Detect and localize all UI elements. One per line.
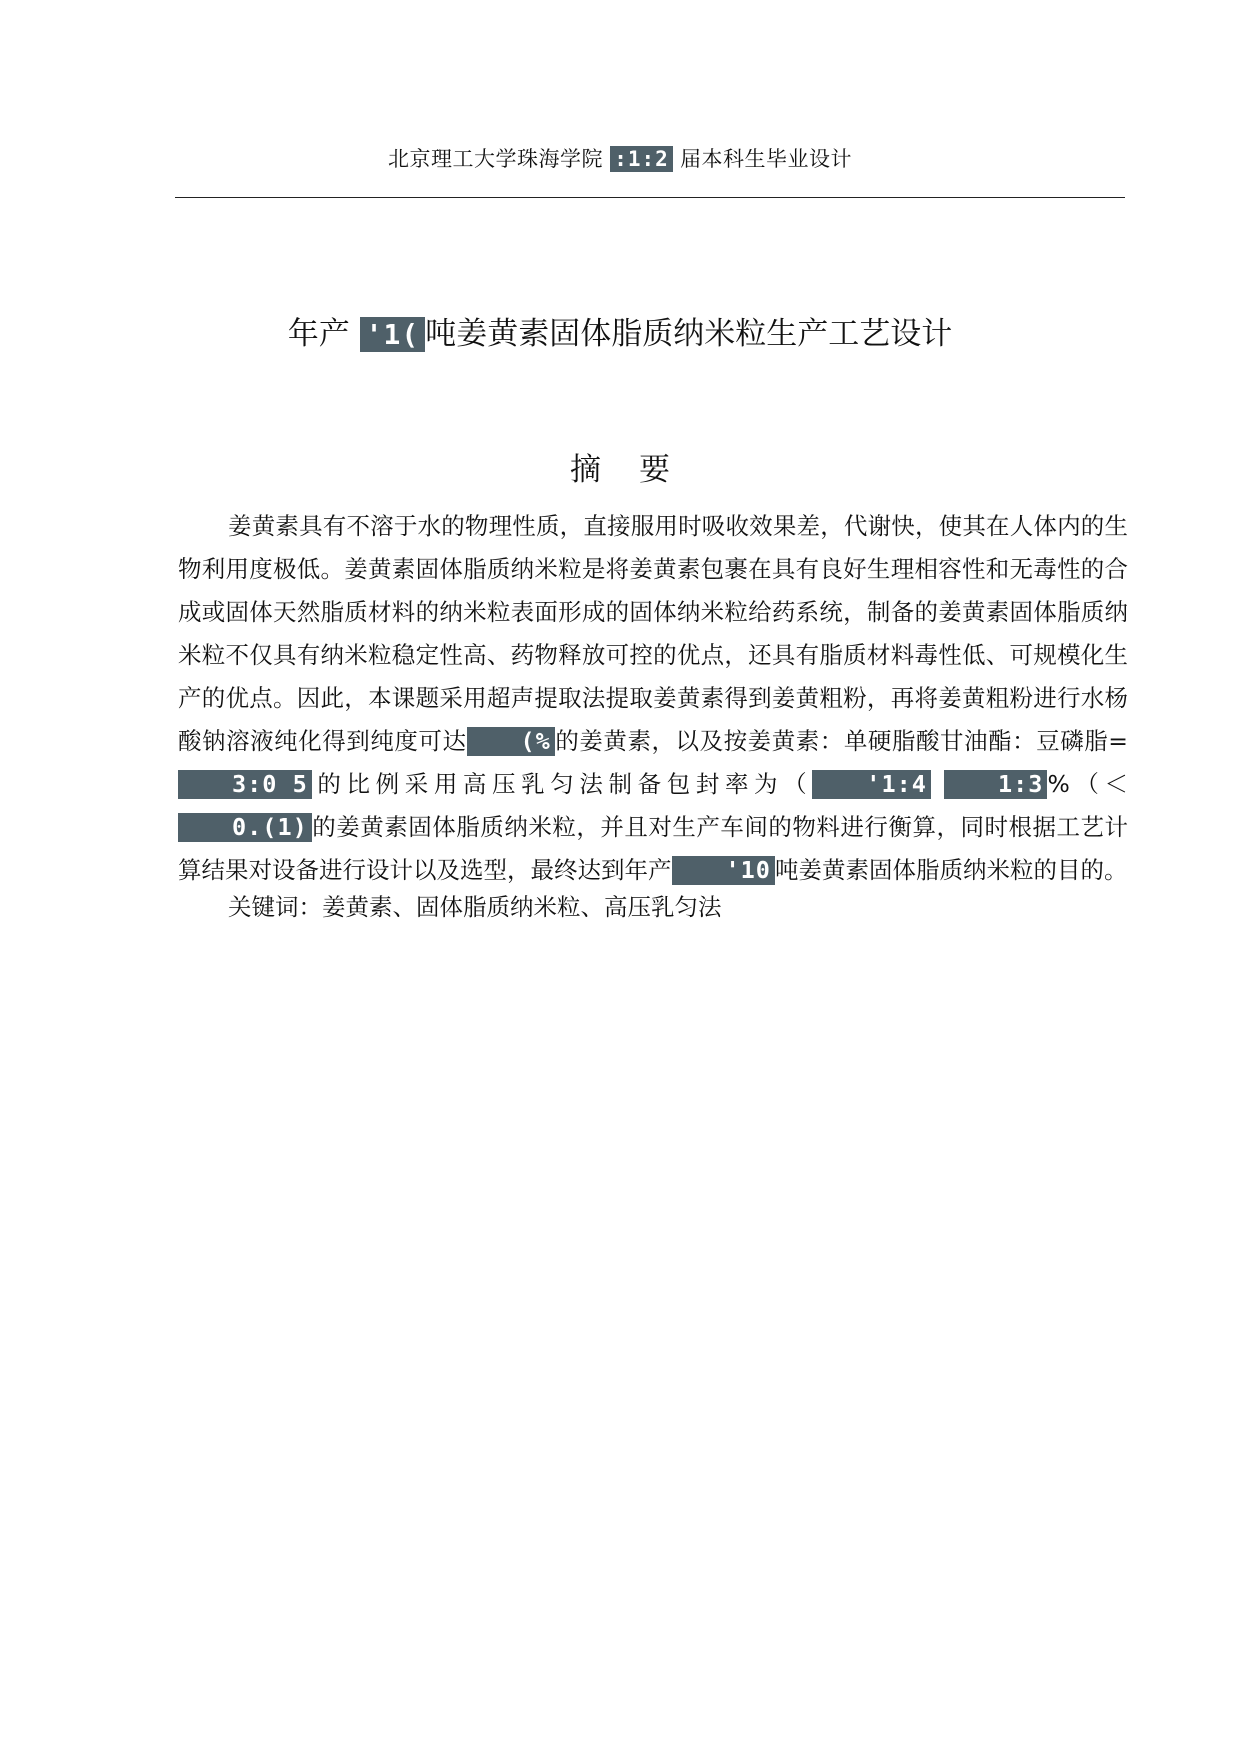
title-prefix: 年产 (287, 316, 350, 352)
redacted-purity: (% (467, 727, 555, 756)
header-suffix: 届本科生毕业设计 (679, 147, 852, 171)
redacted-rate-2: 1:3 (944, 770, 1047, 799)
abstract-text-2: 的姜黄素，以及按姜黄素：单硬脂酸甘油酯：豆磷脂= (554, 727, 1128, 755)
abstract-heading: 摘要 (570, 452, 708, 488)
keywords-line (228, 886, 722, 929)
abstract-paragraph (178, 505, 1128, 892)
running-header (0, 145, 1240, 173)
keywords-terms: 姜黄素、固体脂质纳米粒、高压乳匀法 (322, 893, 722, 921)
abstract-text-3: 的比例采用高压乳匀法制备包封率为（ (311, 770, 813, 798)
abstract-text-5: 的姜黄素固体脂质纳米粒，并且对生产车间的物料进行衡算，同时根据工艺计算结果对设备进行设计以及选型，最终达到年产 (178, 813, 1128, 884)
redacted-rate-1: '1:4 (812, 770, 931, 799)
header-rule (175, 197, 1125, 198)
abstract-text-4: %（＜ (1047, 770, 1128, 798)
redacted-ratio: 3:0 5 (178, 770, 312, 799)
abstract-text-1: 姜黄素具有不溶于水的物理性质，直接服用时吸收效果差，代谢快，使其在人体内的生物利用度极低。姜黄素固体脂质纳米粒是将姜黄素包裹在具有良好生理相容性和无毒性的合成或固体天然脂质材料的纳米粒表面形成的固体纳米粒给药系统，制备的姜黄素固体脂质纳米粒不仅具有纳米粒稳定性高、药物释放可控的优点，还具有脂质材料毒性低、可规模化生产的优点。因此，本课题采用超声提取法提取姜黄素得到姜黄粗粉，再将姜黄粗粉进行水杨酸钠溶液纯化得到纯度可达 (178, 512, 1128, 755)
redacted-p-value: 0.(1) (178, 813, 312, 842)
title-suffix: 吨姜黄素固体脂质纳米粒生产工艺设计 (425, 316, 953, 352)
keywords-label: 关键词： (228, 893, 322, 921)
header-institution: 北京理工大学珠海学院 (388, 147, 604, 171)
redacted-annual-amount: '10 (672, 856, 775, 885)
abstract-text-6: 吨姜黄素固体脂质纳米粒的目的。 (774, 856, 1128, 884)
redacted-amount: '1( (360, 317, 426, 352)
thesis-title (0, 312, 1240, 356)
abstract-body (178, 505, 1128, 892)
redacted-year: :1:2 (610, 146, 673, 172)
